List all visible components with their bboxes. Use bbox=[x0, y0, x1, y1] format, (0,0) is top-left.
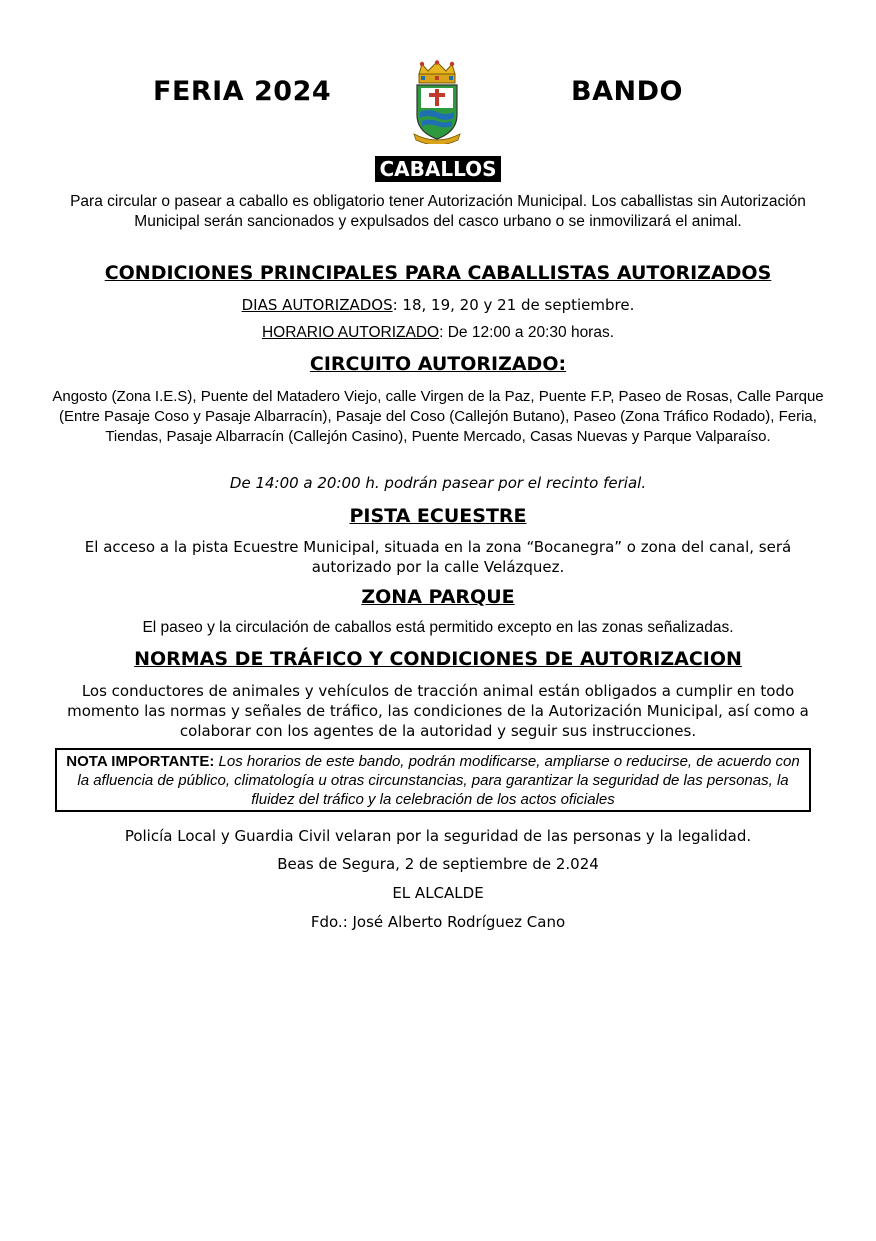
horario-autorizado bbox=[40, 324, 836, 342]
caballos-paragraph: Para circular o pasear a caballo es obligatorio tener Autorización Municipal. Los caballistas sin Autorización Municipal serán sancionados y expulsados del casco urbano o se inmovilizará el animal. bbox=[70, 193, 806, 230]
parque-heading: ZONA PARQUE bbox=[361, 586, 515, 608]
circuito-paragraph: Angosto (Zona I.E.S), Puente del Matadero Viejo, calle Virgen de la Paz, Puente F.P, Paseo de Rosas, Calle Parque (Entre Pasaje Coso y Pasaje Albarracín), Pasaje del Coso (Callejón Butano), Paseo (Zona Tráfico Rodado), Feria, Tiendas, Pasaje Albarracín (Callejón Casino), Puente Mercado, Casas Nuevas y Parque Valparaíso. bbox=[52, 388, 824, 445]
nota-label: NOTA IMPORTANTE: bbox=[66, 753, 215, 770]
circuito-heading: CIRCUITO AUTORIZADO: bbox=[309, 353, 567, 375]
dias-value: : 18, 19, 20 y 21 de septiembre. bbox=[392, 296, 635, 314]
bando-title: BANDO bbox=[571, 76, 683, 107]
dias-autorizados bbox=[40, 296, 836, 314]
alcalde-line: EL ALCALDE bbox=[392, 884, 484, 902]
dias-label: DIAS AUTORIZADOS bbox=[241, 296, 393, 314]
horario-value: : De 12:00 a 20:30 horas. bbox=[439, 324, 615, 341]
pista-heading: PISTA ECUESTRE bbox=[349, 505, 527, 527]
normas-heading: NORMAS DE TRÁFICO Y CONDICIONES DE AUTORIZACION bbox=[134, 648, 742, 670]
caballos-heading bbox=[40, 156, 836, 182]
recinto-ferial-note: De 14:00 a 20:00 h. podrán pasear por el recinto ferial. bbox=[229, 474, 647, 492]
policia-line: Policía Local y Guardia Civil velaran por la seguridad de las personas y la legalidad. bbox=[124, 827, 752, 845]
parque-paragraph: El paseo y la circulación de caballos está permitido excepto en las zonas señalizadas. bbox=[142, 619, 734, 636]
signature-line: Fdo.: José Alberto Rodríguez Cano bbox=[310, 913, 566, 931]
nota-text: Los horarios de este bando, podrán modificarse, ampliarse o reducirse, de acuerdo con la afluencia de público, climatología u otras circunstancias, para garantizar la seguridad de las personas, la fluidez del tráfico y la celebración de los actos oficiales bbox=[77, 753, 800, 808]
caballos-title: CABALLOS bbox=[375, 156, 500, 182]
condiciones-heading: CONDICIONES PRINCIPALES PARA CABALLISTAS AUTORIZADOS bbox=[104, 262, 772, 284]
pista-paragraph: El acceso a la pista Ecuestre Municipal, situada en la zona “Bocanegra” o zona del canal, será autorizado por la calle Velázquez. bbox=[84, 538, 792, 576]
normas-paragraph: Los conductores de animales y vehículos de tracción animal están obligados a cumplir en todo momento las normas y señales de tráfico, las condiciones de la Autorización Municipal, así como a colaborar con los agentes de la autoridad y seguir sus instrucciones. bbox=[67, 682, 809, 740]
feria-title: FERIA 2024 bbox=[153, 76, 332, 107]
horario-label: HORARIO AUTORIZADO bbox=[261, 324, 440, 341]
nota-importante-box bbox=[55, 748, 811, 812]
coat-of-arms-icon bbox=[408, 60, 466, 144]
date-line: Beas de Segura, 2 de septiembre de 2.024 bbox=[277, 855, 599, 873]
